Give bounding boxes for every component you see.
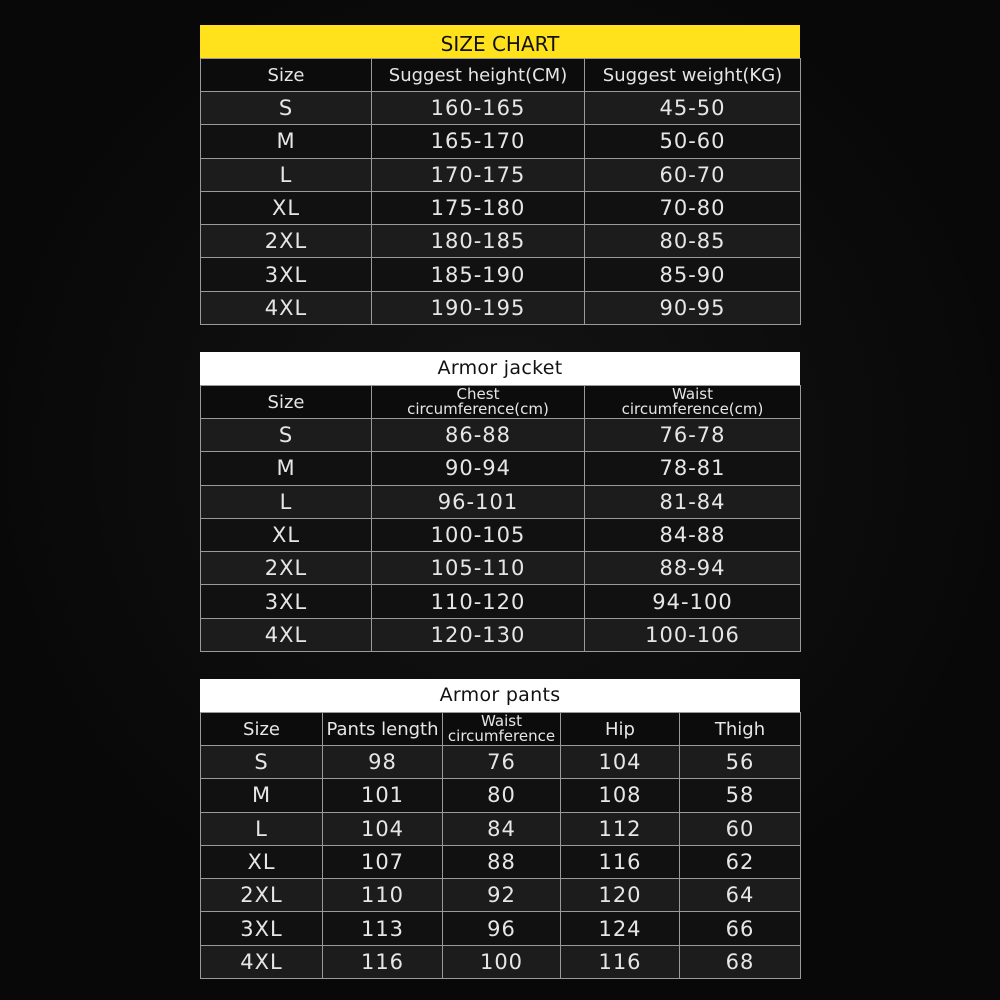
table-cell: M (201, 779, 323, 812)
table-cell: 4XL (201, 618, 372, 651)
table-cell: 60-70 (585, 158, 801, 191)
table-cell: L (201, 158, 372, 191)
table-cell: 78-81 (585, 452, 801, 485)
table-row (201, 258, 801, 291)
size-chart-title: SIZE CHART (200, 25, 800, 58)
table-cell: 80 (443, 779, 561, 812)
table-cell: 3XL (201, 258, 372, 291)
table-row (201, 879, 801, 912)
table-cell: 100 (443, 945, 561, 978)
column-header: Pants length (323, 713, 443, 746)
table-row (201, 291, 801, 324)
table-cell: 76 (443, 746, 561, 779)
column-header: Suggest height(CM) (372, 59, 585, 92)
table-cell: 90-94 (372, 452, 585, 485)
armor-jacket-title: Armor jacket (200, 352, 800, 385)
table-cell: 104 (323, 812, 443, 845)
table-cell: 45-50 (585, 92, 801, 125)
table-row (201, 552, 801, 585)
table-cell: L (201, 812, 323, 845)
table-cell: 116 (323, 945, 443, 978)
table-cell: 116 (561, 845, 680, 878)
table-row (201, 452, 801, 485)
table-row (201, 518, 801, 551)
column-header: Size (201, 713, 323, 746)
table-header-row (201, 713, 801, 746)
table-cell: 98 (323, 746, 443, 779)
table-cell: S (201, 92, 372, 125)
table-cell: 56 (680, 746, 801, 779)
column-header: Chest circumference(cm) (372, 386, 585, 419)
column-header: Thigh (680, 713, 801, 746)
armor-jacket-table (200, 385, 801, 652)
table-cell: M (201, 452, 372, 485)
table-cell: 88-94 (585, 552, 801, 585)
table-cell: 60 (680, 812, 801, 845)
table-cell: 96-101 (372, 485, 585, 518)
table-row (201, 158, 801, 191)
column-header: Suggest weight(KG) (585, 59, 801, 92)
table-row (201, 912, 801, 945)
table-cell: S (201, 746, 323, 779)
armor-pants-table (200, 712, 801, 979)
table-cell: 110 (323, 879, 443, 912)
table-cell: 175-180 (372, 191, 585, 224)
table-cell: 170-175 (372, 158, 585, 191)
table-cell: 62 (680, 845, 801, 878)
table-cell: 120 (561, 879, 680, 912)
table-cell: 96 (443, 912, 561, 945)
table-cell: 105-110 (372, 552, 585, 585)
table-row (201, 845, 801, 878)
table-cell: L (201, 485, 372, 518)
table-cell: 58 (680, 779, 801, 812)
column-header: Waist circumference (443, 713, 561, 746)
table-cell: 3XL (201, 912, 323, 945)
table-cell: 4XL (201, 291, 372, 324)
size-chart-table (200, 58, 801, 325)
table-cell: 113 (323, 912, 443, 945)
table-cell: 70-80 (585, 191, 801, 224)
table-cell: 94-100 (585, 585, 801, 618)
table-cell: 88 (443, 845, 561, 878)
armor-pants-section (200, 679, 800, 979)
table-header-row (201, 59, 801, 92)
table-cell: 120-130 (372, 618, 585, 651)
column-header: Size (201, 59, 372, 92)
table-cell: 85-90 (585, 258, 801, 291)
column-header: Waist circumference(cm) (585, 386, 801, 419)
table-cell: 81-84 (585, 485, 801, 518)
table-cell: 107 (323, 845, 443, 878)
table-cell: 2XL (201, 225, 372, 258)
table-cell: XL (201, 518, 372, 551)
table-cell: 90-95 (585, 291, 801, 324)
table-cell: 108 (561, 779, 680, 812)
table-cell: 101 (323, 779, 443, 812)
table-cell: 180-185 (372, 225, 585, 258)
table-cell: 165-170 (372, 125, 585, 158)
table-row (201, 485, 801, 518)
table-cell: XL (201, 191, 372, 224)
table-cell: 2XL (201, 552, 372, 585)
table-cell: 80-85 (585, 225, 801, 258)
table-row (201, 746, 801, 779)
table-row (201, 191, 801, 224)
table-cell: 185-190 (372, 258, 585, 291)
table-cell: 116 (561, 945, 680, 978)
armor-pants-title: Armor pants (200, 679, 800, 712)
table-row (201, 812, 801, 845)
table-row (201, 92, 801, 125)
table-cell: XL (201, 845, 323, 878)
table-cell: 84 (443, 812, 561, 845)
table-cell: 76-78 (585, 419, 801, 452)
table-cell: S (201, 419, 372, 452)
table-cell: 86-88 (372, 419, 585, 452)
table-cell: 3XL (201, 585, 372, 618)
table-row (201, 945, 801, 978)
armor-jacket-section (200, 352, 800, 652)
table-row (201, 779, 801, 812)
table-row (201, 125, 801, 158)
table-cell: 190-195 (372, 291, 585, 324)
table-cell: 100-105 (372, 518, 585, 551)
table-cell: 84-88 (585, 518, 801, 551)
table-row (201, 618, 801, 651)
table-cell: 92 (443, 879, 561, 912)
table-cell: 104 (561, 746, 680, 779)
table-cell: 66 (680, 912, 801, 945)
table-cell: 64 (680, 879, 801, 912)
table-cell: 50-60 (585, 125, 801, 158)
table-row (201, 225, 801, 258)
table-row (201, 585, 801, 618)
table-cell: 2XL (201, 879, 323, 912)
size-chart-section (200, 25, 800, 325)
table-cell: 68 (680, 945, 801, 978)
table-cell: 4XL (201, 945, 323, 978)
table-cell: 124 (561, 912, 680, 945)
table-cell: 100-106 (585, 618, 801, 651)
table-cell: 110-120 (372, 585, 585, 618)
table-row (201, 419, 801, 452)
table-cell: 160-165 (372, 92, 585, 125)
table-cell: 112 (561, 812, 680, 845)
table-cell: M (201, 125, 372, 158)
table-header-row (201, 386, 801, 419)
column-header: Hip (561, 713, 680, 746)
column-header: Size (201, 386, 372, 419)
